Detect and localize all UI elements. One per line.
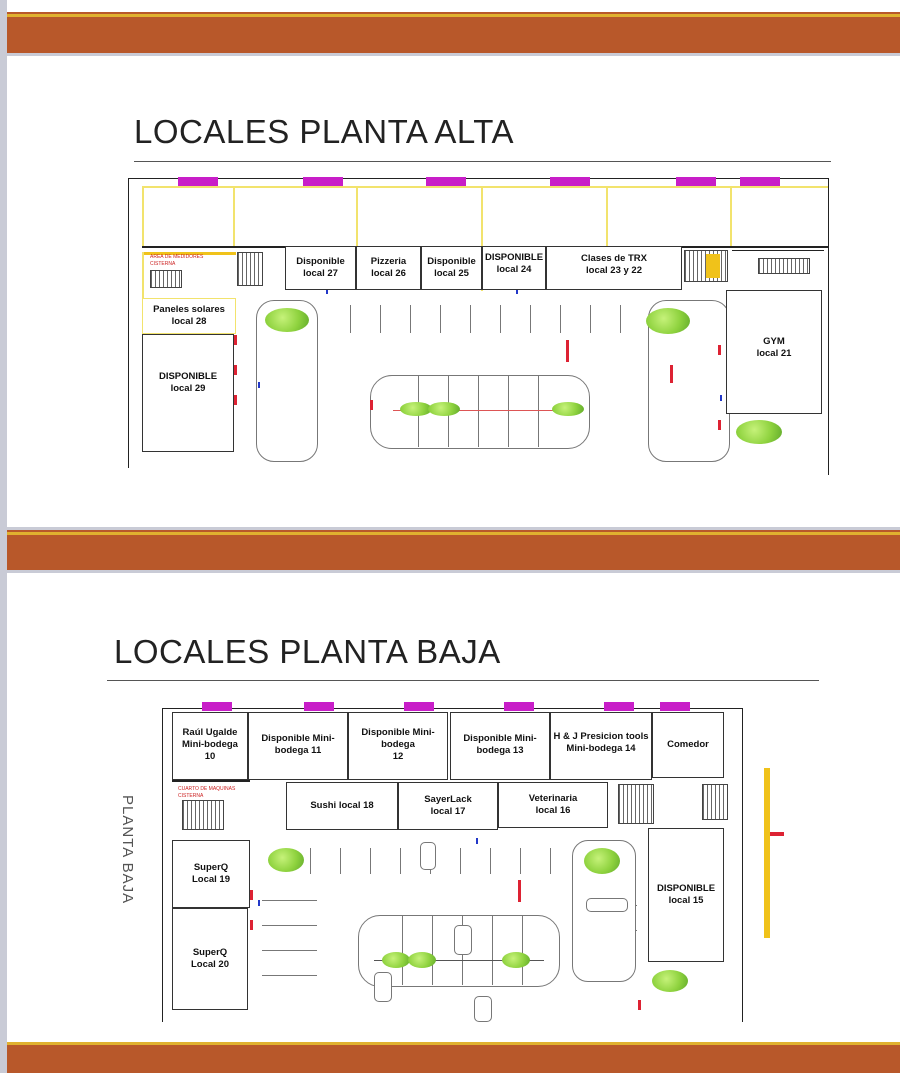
unit-number: bodega 11 bbox=[274, 745, 322, 756]
unit-label-2: bodega bbox=[381, 739, 415, 750]
unit-number: local 26 bbox=[371, 268, 406, 279]
unit-local-15[interactable] bbox=[648, 828, 724, 962]
unit-number: 10 bbox=[204, 751, 216, 762]
unit-local-20[interactable] bbox=[172, 908, 248, 1010]
unit-label-2: Mini-bodega bbox=[182, 739, 238, 750]
tree-icon bbox=[646, 308, 690, 334]
unit-label: Pizzeria bbox=[370, 256, 407, 267]
unit-number: 12 bbox=[392, 751, 404, 762]
unit-label: SayerLack bbox=[424, 794, 472, 805]
unit-label: Disponible Mini- bbox=[463, 733, 537, 744]
unit-label: GYM bbox=[763, 336, 785, 347]
unit-label: Disponible Mini- bbox=[361, 727, 435, 738]
tree-icon bbox=[584, 848, 620, 874]
unit-label: Comedor bbox=[667, 739, 709, 750]
unit-number: Local 19 bbox=[191, 874, 231, 885]
unit-number: local 25 bbox=[434, 268, 469, 279]
lower-title-rule bbox=[107, 680, 819, 681]
unit-local-27[interactable] bbox=[285, 246, 356, 290]
unit-label: DISPONIBLE bbox=[656, 883, 716, 894]
unit-mini-bodega-13[interactable] bbox=[450, 712, 550, 780]
unit-local-16[interactable] bbox=[498, 782, 608, 828]
tree-icon bbox=[736, 420, 782, 444]
unit-local-24[interactable] bbox=[482, 246, 546, 290]
unit-label: H & J Presicion tools bbox=[553, 731, 649, 742]
unit-label: DISPONIBLE bbox=[484, 252, 544, 263]
unit-local-25[interactable] bbox=[421, 246, 482, 290]
unit-mini-bodega-10[interactable] bbox=[172, 712, 248, 780]
unit-number: local 17 bbox=[430, 806, 466, 817]
top-band bbox=[7, 0, 900, 56]
unit-number: bodega 13 bbox=[476, 745, 524, 756]
unit-label: SuperQ bbox=[193, 862, 229, 873]
unit-number: local 24 bbox=[496, 264, 532, 275]
unit-number: Local 20 bbox=[190, 959, 230, 970]
unit-number: Mini-bodega 14 bbox=[566, 743, 636, 754]
unit-label: Sushi local 18 bbox=[310, 800, 374, 811]
tree-icon bbox=[552, 402, 584, 416]
unit-label: Disponible bbox=[296, 256, 345, 267]
unit-mini-bodega-12[interactable] bbox=[348, 712, 448, 780]
lower-floor-plan: CUARTO DE MAQUINAS CISTERNA Raúl Ugalde Mini-bodega 10 Disponible Mini- bodega 11 Disponible Mini- bodega 12 Disponible Mini- bodega 13 H & J Presicion tools Mini-bodega 14 Comedor Sushi local 18 SayerLack local 17 Veterinaria local 16 SuperQ Local 19 SuperQ Local 20 DISPONIBLE local 15 bbox=[162, 700, 822, 1022]
unit-number: local 23 y 22 bbox=[586, 265, 642, 276]
upper-floor-plan: AREA DE MEDIDORES CISTERNA Disponible local 27 Pizzeria local 26 Disponible local 25 DISPONIBLE local 24 Clases de TRX local 23 y 22 Paneles solares local 28 DISPONIBLE local 29 GYM local 21 bbox=[128, 170, 833, 475]
unit-local-17[interactable] bbox=[398, 782, 498, 830]
slide-left-frame bbox=[0, 0, 7, 1073]
unit-local-19[interactable] bbox=[172, 840, 250, 908]
tree-icon bbox=[268, 848, 304, 872]
side-label: PLANTA BAJA bbox=[119, 795, 136, 905]
unit-local-21[interactable] bbox=[726, 290, 822, 414]
unit-label: Veterinaria bbox=[528, 793, 578, 804]
tree-icon bbox=[502, 952, 530, 968]
unit-local-29[interactable] bbox=[142, 334, 234, 452]
tree-icon bbox=[652, 970, 688, 992]
unit-mini-bodega-14[interactable] bbox=[550, 712, 652, 780]
unit-number: local 29 bbox=[170, 383, 206, 394]
tree-icon bbox=[408, 952, 436, 968]
unit-number: local 27 bbox=[303, 268, 338, 279]
middle-band bbox=[7, 527, 900, 573]
unit-number: local 15 bbox=[668, 895, 704, 906]
unit-label: Raúl Ugalde bbox=[182, 727, 238, 738]
unit-mini-bodega-11[interactable] bbox=[248, 712, 348, 780]
bottom-band bbox=[7, 1042, 900, 1073]
tree-icon bbox=[428, 402, 460, 416]
upper-title: LOCALES PLANTA ALTA bbox=[134, 113, 514, 150]
unit-label: Disponible Mini- bbox=[261, 733, 335, 744]
unit-number: local 28 bbox=[171, 316, 207, 327]
unit-local-28[interactable] bbox=[142, 298, 236, 334]
unit-local-18[interactable] bbox=[286, 782, 398, 830]
tree-icon bbox=[382, 952, 410, 968]
unit-label: DISPONIBLE bbox=[158, 371, 218, 382]
unit-number: local 16 bbox=[535, 805, 571, 816]
unit-local-23-y-22[interactable] bbox=[546, 246, 682, 290]
unit-label: Disponible bbox=[427, 256, 476, 267]
lower-title: LOCALES PLANTA BAJA bbox=[114, 633, 501, 670]
unit-local-26[interactable] bbox=[356, 246, 421, 290]
unit-label: Paneles solares bbox=[153, 304, 225, 315]
unit-comedor[interactable] bbox=[652, 712, 724, 778]
unit-number: local 21 bbox=[756, 348, 792, 359]
upper-title-rule bbox=[134, 161, 831, 162]
unit-label: SuperQ bbox=[192, 947, 228, 958]
tree-icon bbox=[265, 308, 309, 332]
unit-label: Clases de TRX bbox=[581, 253, 647, 264]
